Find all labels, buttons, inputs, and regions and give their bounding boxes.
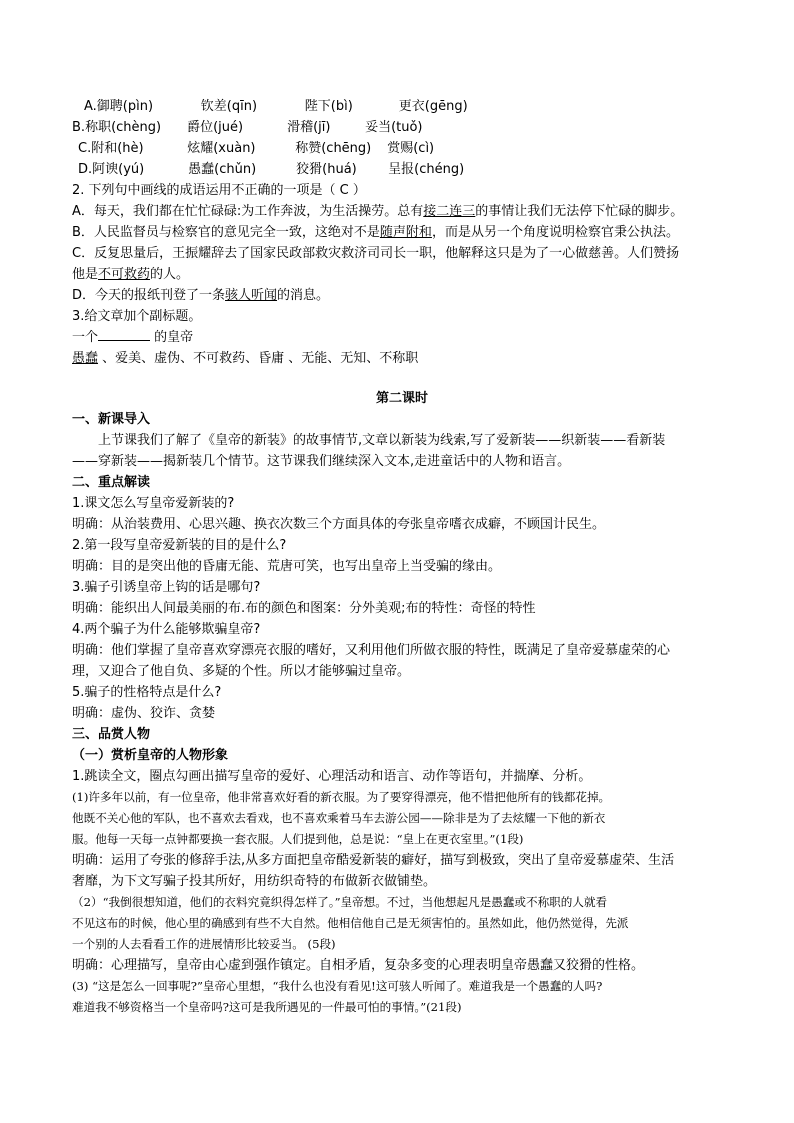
option-item: 狡猾(huá) bbox=[296, 162, 357, 177]
option-item: 妥当(tuǒ) bbox=[365, 120, 423, 135]
point-answer: 明确：虚伪、狡诈、贪婪 bbox=[72, 706, 216, 721]
quote-3-line-2: 难道我不够资格当一个皇帝吗?这可是我所遇见的一件最可怕的事情。”(21段) bbox=[72, 1000, 462, 1014]
quote-2-line-1: （2）“我倒很想知道，他们的衣料究竟织得怎样了。”皇帝想。不过，当他想起凡是愚蠢或不称职的人就看 bbox=[72, 895, 608, 909]
intro-line-2: ——穿新装——揭新装几个情节。这节课我们继续深入文本,走进童话中的人物和语言。 bbox=[72, 454, 571, 469]
text: ，而是从另一个角度说明检察官秉公执法。 bbox=[431, 225, 679, 240]
quote-1-line-3: 服。他每一天每一点钟都要换一套衣服。人们提到他，总是说：“皇上在更衣室里。”(1段) bbox=[72, 832, 524, 846]
text: 的皇帝 bbox=[150, 330, 194, 345]
text: D．今天的报纸刊登了一条 bbox=[72, 288, 226, 303]
option-item: 御聘(pìn) bbox=[96, 99, 154, 114]
option-item: 呈报(chéng) bbox=[388, 162, 465, 177]
text: B．人民监督员与检察官的意见完全一致，这绝对不是 bbox=[72, 225, 380, 240]
point-question: 5.骗子的性格特点是什么? bbox=[72, 685, 222, 700]
text: A．每天，我们都在忙忙碌碌:为工作奔波，为生活操劳。总有 bbox=[72, 204, 424, 219]
underlined-idiom: 接二连三 bbox=[423, 204, 476, 219]
underlined-answer: 愚蠢 bbox=[72, 351, 99, 366]
q2-option-b bbox=[72, 222, 679, 243]
option-item: 阿谀(yú) bbox=[92, 162, 145, 177]
option-item: 附和(hè) bbox=[91, 141, 144, 156]
option-label: A. bbox=[84, 99, 97, 114]
q2-option-c-line2 bbox=[72, 264, 189, 285]
quote-1-line-2: 他既不关心他的军队，也不喜欢去看戏，也不喜欢乘着马车去游公园——除非是为了去炫耀一下他的新衣 bbox=[72, 811, 606, 825]
q3-answer bbox=[72, 348, 418, 369]
analysis-2: 明确：心理描写，皇帝由心虚到强作镇定。自相矛盾，复杂多变的心理表明皇帝愚蠢又狡猾的性格。 bbox=[72, 958, 645, 973]
option-label: C. bbox=[78, 141, 92, 156]
point-question: 3.骗子引诱皇帝上钩的话是哪句? bbox=[72, 580, 261, 595]
option-item: 赏赐(cì) bbox=[387, 141, 435, 156]
point-answer: 明确：从治装费用、心思兴趣、换衣次数三个方面具体的夸张皇帝嗜衣成癖，不顾国计民生。 bbox=[72, 517, 606, 532]
text: 他是 bbox=[72, 267, 99, 282]
option-label: D. bbox=[78, 162, 93, 177]
option-c bbox=[78, 138, 434, 159]
option-label: B. bbox=[72, 120, 86, 135]
task-line: 1.跳读全文，圈点勾画出描写皇帝的爱好、心理活动和语言、动作等语句，并揣摩、分析。 bbox=[72, 769, 592, 784]
question-3-stem: 3.给文章加个副标题。 bbox=[72, 309, 202, 324]
point-question: 2.第一段写皇帝爱新装的目的是什么? bbox=[72, 538, 287, 553]
point-answer: 明确：目的是突出他的昏庸无能、荒唐可笑，也写出皇帝上当受骗的缘由。 bbox=[72, 559, 502, 574]
option-item: 钦差(qīn) bbox=[200, 99, 258, 114]
option-item: 爵位(jué) bbox=[187, 120, 244, 135]
q3-fill-line bbox=[72, 327, 193, 348]
answer-blank bbox=[98, 328, 150, 341]
point-question: 1.课文怎么写皇帝爱新装的? bbox=[72, 496, 235, 511]
option-d bbox=[78, 159, 464, 180]
quote-2-line-3: 一个别的人去看看工作的进展情形比较妥当。 (5段) bbox=[72, 937, 336, 951]
option-item: 陛下(bì) bbox=[304, 99, 353, 114]
text: 的消息。 bbox=[277, 288, 330, 303]
quote-3-line-1: (3) “这是怎么一回事呢?”皇帝心里想，“我什么也没有看见!这可骇人听闻了。难道我是一个愚蠢的人吗? bbox=[72, 979, 603, 993]
intro-line-1: 上节课我们了解了《皇帝的新装》的故事情节,文章以新装为线索,写了爱新装——织新装——看新装 bbox=[98, 433, 666, 448]
option-item: 炫耀(xuàn) bbox=[187, 141, 256, 156]
text: 的事情让我们无法停下忙碌的脚步。 bbox=[475, 204, 684, 219]
q2-option-c-line1: C．反复思量后，王振耀辞去了国家民政部救灾救济司司长一职，他解释这只是为了一心做慈善。人们赞扬 bbox=[72, 246, 680, 261]
analysis-1-line-1: 明确：运用了夸张的修辞手法,从多方面把皇帝酷爱新装的癖好，描写到极致，突出了皇帝爱慕虚荣、生活 bbox=[72, 853, 675, 868]
question-2-stem: 2. 下列句中画线的成语运用不正确的一项是（ C ） bbox=[72, 183, 366, 198]
option-item: 更衣(gēng) bbox=[398, 99, 468, 114]
underlined-idiom: 不可救药 bbox=[98, 267, 151, 282]
quote-1-line-1: (1)许多年以前，有一位皇帝，他非常喜欢好看的新衣服。为了要穿得漂亮，他不惜把他所有的钱都花掉。 bbox=[72, 790, 611, 804]
option-b bbox=[72, 117, 423, 138]
point-answer: 明确：他们掌握了皇帝喜欢穿漂亮衣服的嗜好，又利用他们所做衣服的特性，既满足了皇帝爱慕虚荣的心 bbox=[72, 643, 671, 658]
heading-characters: 三、品赏人物 bbox=[72, 727, 151, 742]
point-answer-cont: 理，又迎合了他自负、多疑的个性。所以才能够骗过皇帝。 bbox=[72, 664, 411, 679]
subheading-emperor: （一）赏析皇帝的人物形象 bbox=[72, 748, 229, 763]
heading-key-points: 二、重点解读 bbox=[72, 475, 151, 490]
underlined-idiom: 骇人听闻 bbox=[225, 288, 278, 303]
text: 一个 bbox=[72, 330, 99, 345]
heading-new-lesson: 一、新课导入 bbox=[72, 412, 151, 427]
text: 的人。 bbox=[150, 267, 190, 282]
option-a bbox=[84, 96, 468, 117]
option-item: 愚蠢(chǔn) bbox=[188, 162, 257, 177]
quote-2-line-2: 不见这布的时候，他心里的确感到有些不大自然。他相信他自己是无须害怕的。虽然如此，他仍然觉得，先派 bbox=[72, 916, 629, 930]
q2-option-a bbox=[72, 201, 683, 222]
point-question: 4.两个骗子为什么能够欺骗皇帝? bbox=[72, 622, 261, 637]
underlined-idiom: 随声附和 bbox=[379, 225, 432, 240]
section-title: 第二课时 bbox=[375, 391, 428, 406]
q2-option-d bbox=[72, 285, 329, 306]
option-item: 称职(chèng) bbox=[85, 120, 162, 135]
point-answer: 明确：能织出人间最美丽的布.布的颜色和图案：分外美观;布的特性：奇怪的特性 bbox=[72, 601, 536, 616]
option-item: 滑稽(jī) bbox=[287, 120, 331, 135]
text: 、爱美、虚伪、不可救药、昏庸 、无能、无知、不称职 bbox=[98, 351, 419, 366]
analysis-1-line-2: 奢靡，为下文写骗子投其所好，用纺织奇特的布做新衣做铺垫。 bbox=[72, 874, 437, 889]
option-item: 称赞(chēng) bbox=[295, 141, 372, 156]
